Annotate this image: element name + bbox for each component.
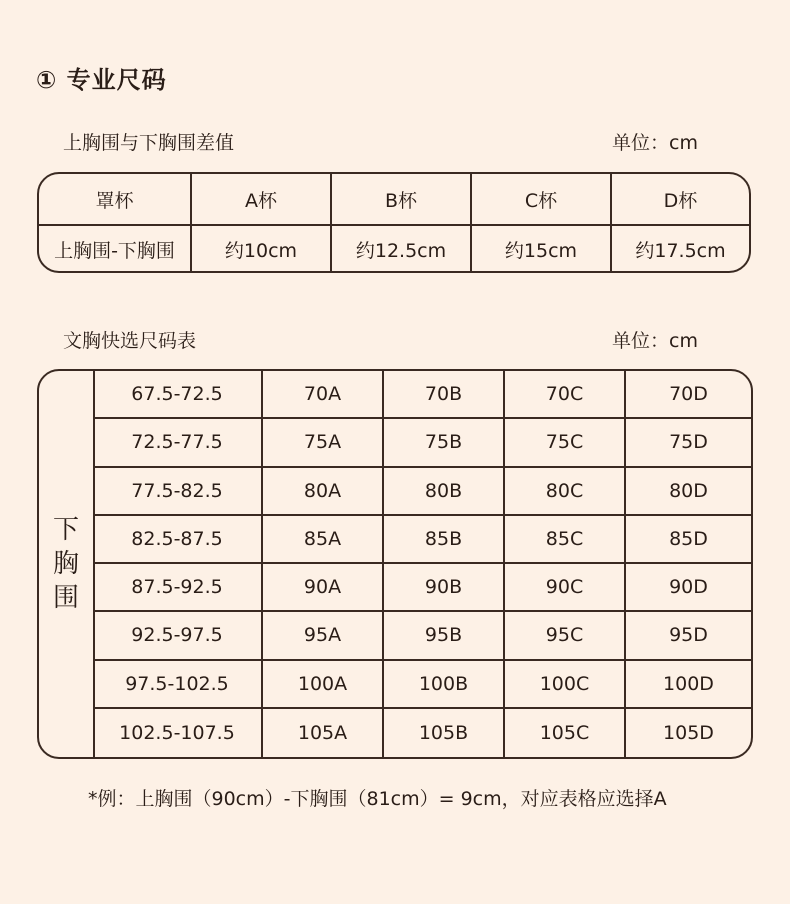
d-cup-diff: 约17.5cm bbox=[635, 240, 726, 262]
row-label: 上胸围-下胸围 bbox=[39, 226, 192, 273]
underbust-range: 77.5-82.5 bbox=[93, 468, 263, 514]
header-cup: 罩杯 bbox=[39, 174, 192, 224]
size-d: 105D bbox=[663, 721, 714, 744]
underbust-range: 87.5-92.5 bbox=[93, 564, 263, 610]
header-b-cup: B杯 bbox=[332, 174, 472, 224]
size-a: 105A bbox=[263, 709, 384, 757]
size-a: 85A bbox=[263, 516, 384, 562]
table-row bbox=[93, 419, 751, 467]
a-cup-diff: 约10cm bbox=[192, 226, 332, 273]
size-b: 70B bbox=[384, 371, 505, 417]
size-a: 75A bbox=[263, 419, 384, 465]
size-grid bbox=[93, 371, 751, 757]
header-c-cup: C杯 bbox=[472, 174, 612, 224]
size-a: 70A bbox=[263, 371, 384, 417]
table-row bbox=[93, 516, 751, 564]
size-c: 95C bbox=[505, 612, 626, 658]
section-title: ① 专业尺码 bbox=[36, 66, 167, 94]
table-row bbox=[93, 709, 751, 757]
underbust-range: 97.5-102.5 bbox=[93, 661, 263, 707]
size-table-unit: 单位：cm bbox=[612, 330, 698, 352]
size-b: 90B bbox=[384, 564, 505, 610]
size-b: 80B bbox=[384, 468, 505, 514]
size-b: 100B bbox=[384, 661, 505, 707]
underbust-range: 82.5-87.5 bbox=[93, 516, 263, 562]
size-b: 85B bbox=[384, 516, 505, 562]
size-c: 85C bbox=[505, 516, 626, 562]
example-note: *例：上胸围（90cm）-下胸围（81cm）= 9cm，对应表格应选择A bbox=[88, 788, 667, 810]
size-d: 80D bbox=[669, 479, 708, 502]
underbust-range: 67.5-72.5 bbox=[93, 371, 263, 417]
cup-difference-table bbox=[37, 172, 751, 273]
size-c: 105C bbox=[505, 709, 626, 757]
table-row bbox=[93, 661, 751, 709]
underbust-range: 92.5-97.5 bbox=[93, 612, 263, 658]
side-label-char: 下 bbox=[52, 515, 79, 545]
table-row bbox=[93, 564, 751, 612]
size-d: 75D bbox=[669, 431, 708, 454]
table-row bbox=[93, 612, 751, 660]
b-cup-diff: 约12.5cm bbox=[332, 226, 472, 273]
size-b: 75B bbox=[384, 419, 505, 465]
size-b: 105B bbox=[384, 709, 505, 757]
size-a: 100A bbox=[263, 661, 384, 707]
table-row bbox=[93, 371, 751, 419]
size-d: 95D bbox=[669, 624, 708, 647]
side-label-char: 胸 bbox=[52, 549, 79, 579]
size-c: 100C bbox=[505, 661, 626, 707]
header-d-cup: D杯 bbox=[663, 189, 698, 212]
diff-table-unit: 单位：cm bbox=[612, 132, 698, 154]
size-c: 90C bbox=[505, 564, 626, 610]
size-d: 100D bbox=[663, 672, 714, 695]
table-row bbox=[39, 226, 749, 273]
size-a: 80A bbox=[263, 468, 384, 514]
header-a-cup: A杯 bbox=[192, 174, 332, 224]
diff-table-title: 上胸围与下胸围差值 bbox=[63, 132, 235, 154]
size-a: 90A bbox=[263, 564, 384, 610]
underbust-range: 102.5-107.5 bbox=[93, 709, 263, 757]
table-header-row bbox=[39, 174, 749, 226]
size-b: 95B bbox=[384, 612, 505, 658]
size-table-title: 文胸快选尺码表 bbox=[63, 330, 197, 352]
underbust-side-label bbox=[39, 371, 95, 757]
bra-size-table bbox=[37, 369, 753, 759]
c-cup-diff: 约15cm bbox=[472, 226, 612, 273]
table-row bbox=[93, 468, 751, 516]
side-label-char: 围 bbox=[52, 583, 79, 613]
size-c: 75C bbox=[505, 419, 626, 465]
underbust-range: 72.5-77.5 bbox=[93, 419, 263, 465]
size-d: 90D bbox=[669, 576, 708, 599]
size-c: 70C bbox=[505, 371, 626, 417]
size-d: 85D bbox=[669, 527, 708, 550]
size-a: 95A bbox=[263, 612, 384, 658]
size-c: 80C bbox=[505, 468, 626, 514]
size-d: 70D bbox=[669, 383, 708, 406]
